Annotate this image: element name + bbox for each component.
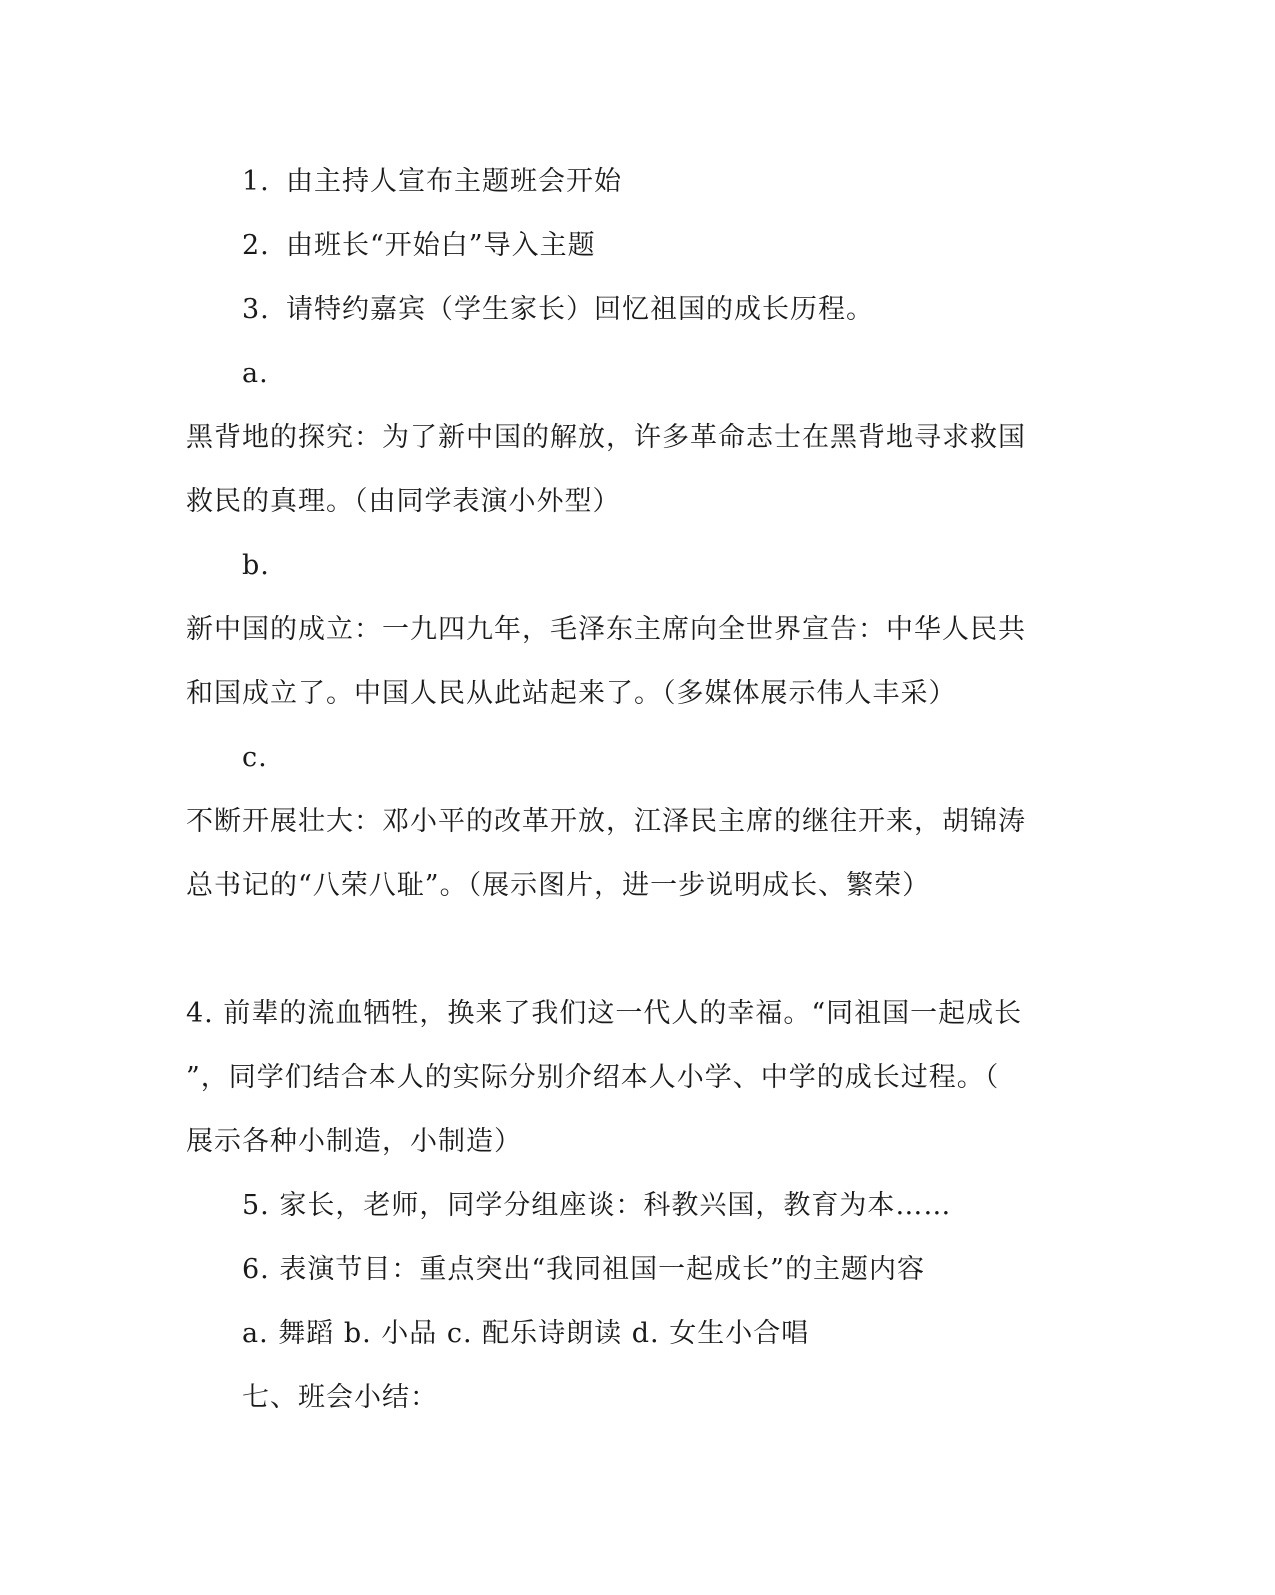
item-number: 3.: [242, 294, 270, 325]
paragraph-line: a. 舞蹈 b. 小品 c. 配乐诗朗读 d. 女生小合唱: [242, 1318, 810, 1349]
paragraph-line: 4. 前辈的流血牺牲，换来了我们这一代人的幸福。“同祖国一起成长: [186, 998, 1023, 1029]
paragraph-line: 总书记的“八荣八耻”。（展示图片，进一步说明成长、繁荣）: [186, 870, 931, 901]
item-text: 由班长“开始白”导入主题: [286, 230, 596, 261]
list-item: [242, 293, 874, 327]
sub-item-marker: b.: [242, 550, 270, 581]
paragraph-line: 和国成立了。中国人民从此站起来了。（多媒体展示伟人丰采）: [186, 678, 957, 709]
item-text: 由主持人宣布主题班会开始: [286, 166, 622, 197]
sub-item-marker: a.: [242, 358, 269, 389]
paragraph-line: 6. 表演节目：重点突出“我同祖国一起成长”的主题内容: [242, 1254, 925, 1285]
paragraph-line: 救民的真理。（由同学表演小外型）: [186, 486, 621, 517]
section-heading: 七、班会小结：: [242, 1382, 438, 1413]
list-item: [242, 165, 622, 199]
paragraph-line: 新中国的成立：一九四九年，毛泽东主席向全世界宣告：中华人民共: [186, 614, 1026, 645]
paragraph-line: 5. 家长，老师，同学分组座谈：科教兴国，教育为本……: [242, 1190, 952, 1221]
item-text: 请特约嘉宾（学生家长）回忆祖国的成长历程。: [286, 294, 874, 325]
paragraph-line: 黑背地的探究：为了新中国的解放，许多革命志士在黑背地寻求救国: [186, 422, 1026, 453]
paragraph-line: 不断开展壮大：邓小平的改革开放，江泽民主席的继往开来，胡锦涛: [186, 806, 1026, 837]
item-number: 2.: [242, 230, 270, 261]
sub-item-marker: c.: [242, 742, 268, 773]
list-item: [242, 229, 596, 263]
paragraph-line: 展示各种小制造，小制造）: [186, 1126, 522, 1157]
paragraph-line: ”，同学们结合本人的实际分别介绍本人小学、中学的成长过程。（: [186, 1062, 1000, 1093]
item-number: 1.: [242, 166, 270, 197]
